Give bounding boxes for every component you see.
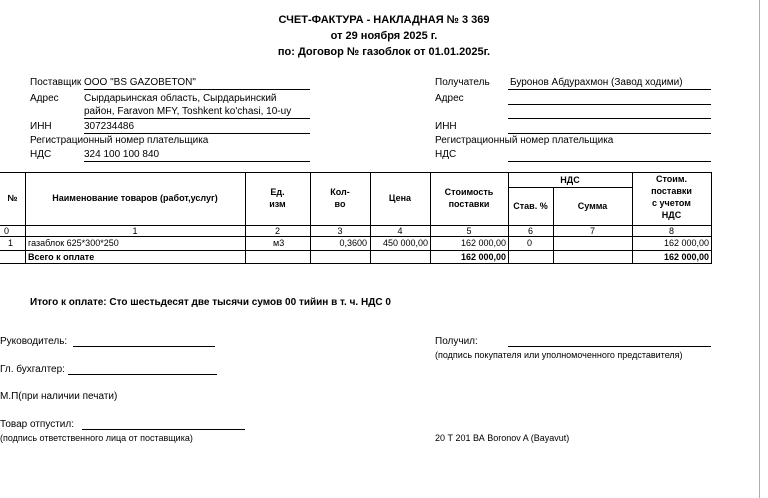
footer-code: 20 Т 201 ВА Boronov A (Bayavut) — [435, 433, 570, 443]
header-total-1: Стоим. — [656, 174, 687, 184]
header-vat-sum: Сумма — [577, 201, 608, 211]
supplier-inn: 307234486 — [84, 121, 135, 132]
col-number-8: 8 — [668, 226, 674, 236]
col-number-2: 2 — [274, 226, 280, 236]
row-cost: 162 000,00 — [460, 238, 506, 248]
col-number-1: 1 — [132, 226, 138, 236]
received-label: Получил: — [435, 336, 478, 347]
invoice-title: СЧЕТ-ФАКТУРА - НАКЛАДНАЯ № 3 369 — [278, 14, 490, 26]
supplier-nds-underline — [84, 161, 310, 162]
col-number-3: 3 — [337, 226, 343, 236]
row-price: 450 000,00 — [382, 238, 428, 248]
row-name: газаблок 625*300*250 — [28, 238, 119, 248]
supplier-address-line1: Сырдарьинская область, Сырдарьинский — [84, 93, 277, 104]
col-number-4: 4 — [397, 226, 403, 236]
buyer-reg-label: Регистрационный номер плательщика — [435, 135, 614, 146]
supplier-reg-label: Регистрационный номер плательщика — [30, 135, 209, 146]
buyer-nds-label: НДС — [435, 149, 457, 160]
buyer-nds-underline — [508, 161, 711, 162]
director-signature-line — [73, 346, 215, 347]
supplier-inn-underline — [84, 133, 310, 134]
supplier-nds-label: НДС — [30, 149, 52, 160]
total-sum: 162 000,00 — [663, 252, 709, 262]
supplier-name-underline — [84, 89, 310, 90]
row-total: 162 000,00 — [663, 238, 709, 248]
col-number-6: 6 — [527, 226, 533, 236]
buyer-name-underline — [508, 89, 711, 90]
header-num: № — [7, 193, 18, 203]
total-label: Всего к оплате — [28, 252, 95, 262]
supplier-inn-label: ИНН — [30, 121, 52, 132]
received-signature-line — [508, 346, 711, 347]
supplier-label: Поставщик — [30, 77, 82, 88]
released-note: (подпись ответственного лица от поставщика) — [0, 433, 193, 443]
header-vat-rate: Став. % — [513, 201, 548, 211]
buyer-inn-underline — [508, 133, 711, 134]
buyer-inn-label: ИНН — [435, 121, 457, 132]
header-vat: НДС — [560, 175, 580, 185]
row-unit: м3 — [273, 238, 285, 248]
header-qty-1: Кол- — [330, 187, 350, 197]
released-signature-line — [82, 429, 245, 430]
supplier-nds: 324 100 100 840 — [84, 149, 160, 160]
accountant-label: Гл. бухгалтер: — [0, 364, 65, 375]
header-cost-2: поставки — [448, 199, 490, 209]
header-cost-1: Стоимость — [444, 187, 494, 197]
col-number-0: 0 — [4, 226, 10, 236]
supplier-address-underline — [84, 118, 310, 119]
col-number-5: 5 — [466, 226, 472, 236]
col-number-7: 7 — [589, 226, 595, 236]
page-edge-line — [759, 0, 760, 498]
invoice-contract: по: Договор № газоблок от 01.01.2025г. — [277, 46, 491, 58]
director-label: Руководитель: — [0, 336, 68, 347]
supplier-address-line2: район, Faravon MFY, Toshkent ko'chasi, 10-uy — [84, 106, 292, 117]
header-qty-2: во — [334, 199, 346, 209]
released-label: Товар отпустил: — [0, 419, 74, 430]
header-unit-1: Ед. — [270, 187, 285, 197]
row-vat-rate: 0 — [527, 238, 533, 248]
header-price: Цена — [388, 193, 412, 203]
accountant-signature-line — [68, 374, 217, 375]
stamp-label: М.П(при наличии печати) — [0, 391, 118, 402]
buyer-address-label: Адрес — [435, 93, 464, 104]
buyer-name: Буронов Абдурахмон (Завод ходими) — [510, 77, 683, 88]
supplier-address-label: Адрес — [30, 93, 59, 104]
invoice-date: от 29 ноября 2025 г. — [330, 30, 438, 42]
header-total-3: с учетом — [652, 198, 691, 208]
header-unit-2: изм — [269, 199, 286, 209]
received-note: (подпись покупателя или уполномоченного представителя) — [435, 350, 683, 360]
supplier-name: ООО "BS GAZOBETON" — [84, 77, 196, 88]
header-total-2: поставки — [651, 186, 692, 196]
buyer-address-underline-2 — [508, 118, 711, 119]
buyer-label: Получатель — [435, 77, 490, 88]
header-total-4: НДС — [661, 210, 682, 220]
buyer-address-underline-1 — [508, 104, 711, 105]
total-cost: 162 000,00 — [460, 252, 506, 262]
row-qty: 0,3600 — [339, 238, 367, 248]
summary-text: Итого к оплате: Сто шестьдесят две тысячи сумов 00 тийин в т. ч. НДС 0 — [30, 297, 391, 308]
header-name: Наименование товаров (работ,услуг) — [52, 193, 218, 203]
row-num: 1 — [8, 238, 14, 248]
